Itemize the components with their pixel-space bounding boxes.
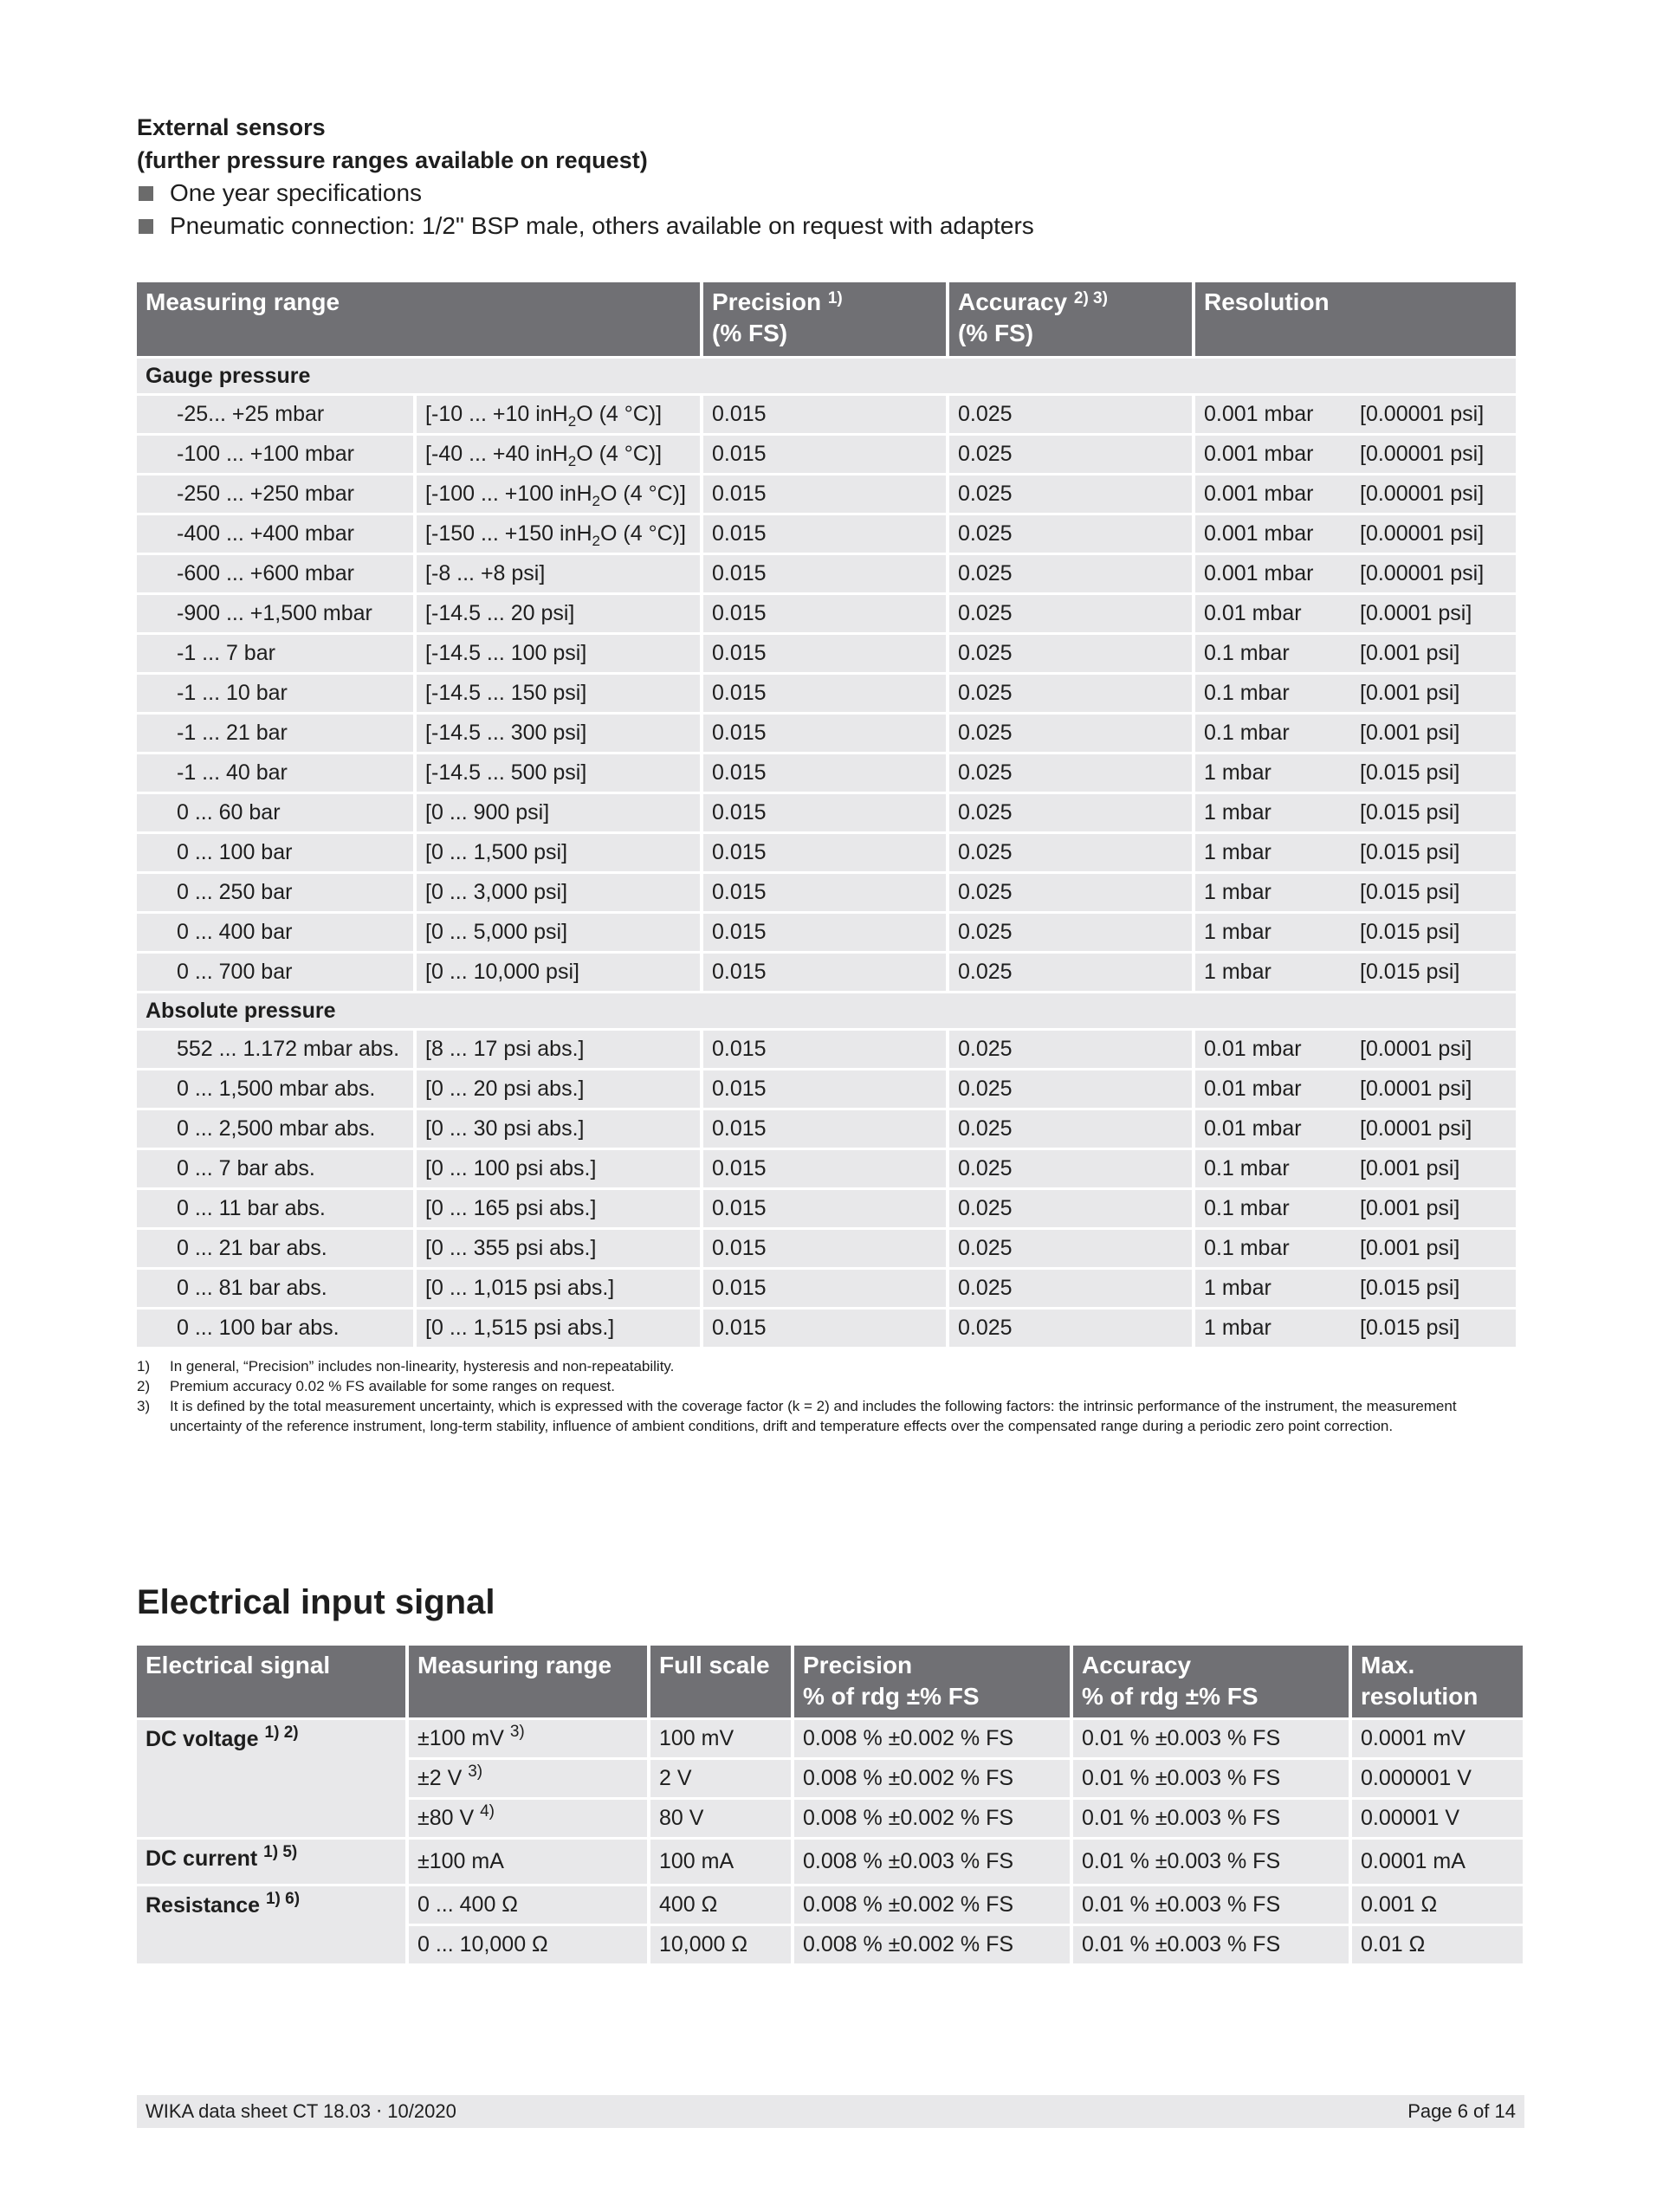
range-psi-cell: [0 ... 3,000 psi] — [417, 874, 700, 911]
signal-cell: DC current $^{1) 5)}$ — [137, 1840, 405, 1884]
section-heading — [137, 111, 648, 177]
absolute-pressure-group — [137, 993, 1516, 1028]
precision-cell: 0.015 — [703, 794, 946, 831]
table-row — [137, 1190, 1516, 1227]
precision-cell: 0.008 % ±0.002 % FS — [794, 1720, 1070, 1757]
resolution-cell: 0.001 mbar [0.00001 psi] — [1195, 515, 1516, 553]
full-scale-cell: 2 V — [650, 1760, 791, 1797]
footnote: 3) It is defined by the total measurement uncertainty, which is expressed with the coverage factor (k = 2) and includes the following factors: the intrinsic performance of the instrument, the measurement uncertainty of the reference instrument, long-term stability, influence of ambient conditions, drift and temperature effects over the compensated range during a periodic zero point correction. — [137, 1398, 1457, 1434]
electrical-section-title: Electrical input signal — [137, 1583, 495, 1621]
precision-cell: 0.015 — [703, 1310, 946, 1347]
table-row — [137, 515, 1516, 553]
accuracy-cell: 0.025 — [949, 1310, 1192, 1347]
precision-cell: 0.008 % ±0.002 % FS — [794, 1886, 1070, 1924]
accuracy-cell: 0.025 — [949, 1150, 1192, 1187]
range-cell: 0 ... 10,000 Ω — [409, 1926, 647, 1963]
accuracy-cell: 0.025 — [949, 635, 1192, 672]
page-footer — [137, 2095, 1524, 2128]
square-bullet-icon — [139, 219, 153, 234]
range-psi-cell: [0 ... 1,515 psi abs.] — [417, 1310, 700, 1347]
table-row — [137, 1070, 1516, 1108]
range-psi-cell: [0 ... 10,000 psi] — [417, 954, 700, 991]
table-row — [137, 715, 1516, 752]
precision-cell: 0.015 — [703, 715, 946, 752]
precision-cell: 0.015 — [703, 1230, 946, 1267]
max-resolution-cell: 0.01 Ω — [1352, 1926, 1523, 1963]
range-cell: 0 ... 400 Ω — [409, 1886, 647, 1924]
accuracy-cell: 0.025 — [949, 1110, 1192, 1148]
footer-doc-id: WIKA data sheet CT 18.03 ⋅ 10/2020 — [146, 2100, 456, 2122]
precision-cell: 0.015 — [703, 635, 946, 672]
group-label: Absolute pressure — [137, 993, 1516, 1028]
precision-cell: 0.015 — [703, 874, 946, 911]
precision-cell: 0.008 % ±0.002 % FS — [794, 1760, 1070, 1797]
table-row — [137, 954, 1516, 991]
header-measuring-range: Measuring range — [409, 1646, 647, 1717]
accuracy-cell: 0.025 — [949, 595, 1192, 632]
resolution-cell: 0.1 mbar [0.001 psi] — [1195, 1150, 1516, 1187]
range-psi-cell: [-8 ... +8 psi] — [417, 555, 700, 592]
accuracy-cell: 0.025 — [949, 1190, 1192, 1227]
accuracy-cell: 0.025 — [949, 675, 1192, 712]
range-psi-cell: [0 ... 165 psi abs.] — [417, 1190, 700, 1227]
accuracy-cell: 0.01 % ±0.003 % FS — [1073, 1840, 1349, 1884]
accuracy-cell: 0.025 — [949, 834, 1192, 871]
header-electrical-signal: Electrical signal — [137, 1646, 405, 1717]
resolution-cell: 1 mbar [0.015 psi] — [1195, 794, 1516, 831]
resolution-cell: 0.001 mbar [0.00001 psi] — [1195, 555, 1516, 592]
range-psi-cell: [-40 ... +40 inH$_2$O (4 °C)] — [417, 436, 700, 473]
header-precision: Precision $^{1)}$ (% FS) — [703, 282, 946, 356]
range-cell: -1 ... 40 bar — [137, 754, 413, 792]
resolution-cell: 0.1 mbar [0.001 psi] — [1195, 1190, 1516, 1227]
range-cell: -250 ... +250 mbar — [137, 475, 413, 513]
table-row — [137, 794, 1516, 831]
accuracy-cell: 0.025 — [949, 475, 1192, 513]
group-label: Gauge pressure — [137, 359, 1516, 393]
range-cell: 0 ... 81 bar abs. — [137, 1270, 413, 1307]
range-cell: -25... +25 mbar — [137, 396, 413, 433]
range-psi-cell: [8 ... 17 psi abs.] — [417, 1031, 700, 1068]
section-title: External sensors — [137, 114, 326, 140]
accuracy-cell: 0.01 % ±0.003 % FS — [1073, 1760, 1349, 1797]
precision-cell: 0.008 % ±0.002 % FS — [794, 1800, 1070, 1837]
resolution-cell: 0.1 mbar [0.001 psi] — [1195, 675, 1516, 712]
resolution-cell: 1 mbar [0.015 psi] — [1195, 1270, 1516, 1307]
accuracy-cell: 0.025 — [949, 1070, 1192, 1108]
table-row — [137, 1150, 1516, 1187]
resolution-cell: 0.1 mbar [0.001 psi] — [1195, 635, 1516, 672]
precision-cell: 0.015 — [703, 754, 946, 792]
table-row — [137, 555, 1516, 592]
range-cell: ±2 V $^{3)}$ — [409, 1760, 647, 1797]
resolution-cell: 0.001 mbar [0.00001 psi] — [1195, 396, 1516, 433]
resolution-cell: 0.001 mbar [0.00001 psi] — [1195, 475, 1516, 513]
resolution-cell: 1 mbar [0.015 psi] — [1195, 834, 1516, 871]
range-cell: 0 ... 21 bar abs. — [137, 1230, 413, 1267]
precision-cell: 0.015 — [703, 595, 946, 632]
spec-bullet-list — [137, 177, 1034, 243]
pressure-range-table — [133, 280, 1519, 1349]
precision-cell: 0.015 — [703, 1110, 946, 1148]
resolution-cell: 0.01 mbar [0.0001 psi] — [1195, 595, 1516, 632]
range-cell: 0 ... 2,500 mbar abs. — [137, 1110, 413, 1148]
precision-cell: 0.015 — [703, 396, 946, 433]
precision-cell: 0.015 — [703, 1270, 946, 1307]
range-psi-cell: [-150 ... +150 inH$_2$O (4 °C)] — [417, 515, 700, 553]
range-cell: -100 ... +100 mbar — [137, 436, 413, 473]
full-scale-cell: 100 mV — [650, 1720, 791, 1757]
precision-cell: 0.015 — [703, 1150, 946, 1187]
range-cell: -600 ... +600 mbar — [137, 555, 413, 592]
range-cell: -1 ... 10 bar — [137, 675, 413, 712]
accuracy-cell: 0.01 % ±0.003 % FS — [1073, 1886, 1349, 1924]
range-psi-cell: [-14.5 ... 500 psi] — [417, 754, 700, 792]
range-cell: 0 ... 11 bar abs. — [137, 1190, 413, 1227]
resolution-cell: 1 mbar [0.015 psi] — [1195, 874, 1516, 911]
precision-cell: 0.008 % ±0.003 % FS — [794, 1840, 1070, 1884]
resolution-cell: 1 mbar [0.015 psi] — [1195, 754, 1516, 792]
bullet-item: One year specifications — [137, 177, 1034, 210]
accuracy-cell: 0.025 — [949, 1270, 1192, 1307]
resolution-cell: 0.01 mbar [0.0001 psi] — [1195, 1110, 1516, 1148]
full-scale-cell: 10,000 Ω — [650, 1926, 791, 1963]
section-subtitle: (further pressure ranges available on request) — [137, 147, 648, 173]
range-cell: 0 ... 1,500 mbar abs. — [137, 1070, 413, 1108]
table-row — [137, 1886, 1523, 1924]
range-cell: ±80 V $^{4)}$ — [409, 1800, 647, 1837]
accuracy-cell: 0.025 — [949, 1230, 1192, 1267]
table-row — [137, 874, 1516, 911]
precision-cell: 0.015 — [703, 675, 946, 712]
header-accuracy: Accuracy % of rdg ±% FS — [1073, 1646, 1349, 1717]
table-row — [137, 396, 1516, 433]
range-cell: 0 ... 400 bar — [137, 914, 413, 951]
accuracy-cell: 0.025 — [949, 794, 1192, 831]
precision-cell: 0.015 — [703, 1031, 946, 1068]
max-resolution-cell: 0.000001 V — [1352, 1760, 1523, 1797]
header-full-scale: Full scale — [650, 1646, 791, 1717]
resolution-cell: 1 mbar [0.015 psi] — [1195, 1310, 1516, 1347]
range-cell: -1 ... 7 bar — [137, 635, 413, 672]
range-cell: ±100 mA — [409, 1840, 647, 1884]
table-row — [137, 1230, 1516, 1267]
table-header-row — [137, 282, 1516, 356]
full-scale-cell: 100 mA — [650, 1840, 791, 1884]
range-psi-cell: [-100 ... +100 inH$_2$O (4 °C)] — [417, 475, 700, 513]
table-row — [137, 1110, 1516, 1148]
range-psi-cell: [0 ... 1,015 psi abs.] — [417, 1270, 700, 1307]
full-scale-cell: 400 Ω — [650, 1886, 791, 1924]
precision-cell: 0.015 — [703, 914, 946, 951]
bullet-item: Pneumatic connection: 1/2" BSP male, others available on request with adapters — [137, 210, 1034, 243]
precision-cell: 0.015 — [703, 954, 946, 991]
accuracy-cell: 0.025 — [949, 555, 1192, 592]
footer-page-number: Page 6 of 14 — [1407, 2100, 1516, 2122]
max-resolution-cell: 0.001 Ω — [1352, 1886, 1523, 1924]
table-row — [137, 436, 1516, 473]
precision-cell: 0.015 — [703, 834, 946, 871]
range-psi-cell: [0 ... 900 psi] — [417, 794, 700, 831]
table-row — [137, 1270, 1516, 1307]
range-cell: ±100 mV $^{3)}$ — [409, 1720, 647, 1757]
precision-cell: 0.008 % ±0.002 % FS — [794, 1926, 1070, 1963]
max-resolution-cell: 0.00001 V — [1352, 1800, 1523, 1837]
precision-cell: 0.015 — [703, 475, 946, 513]
range-psi-cell: [0 ... 20 psi abs.] — [417, 1070, 700, 1108]
footnotes — [137, 1356, 1497, 1436]
range-cell: -900 ... +1,500 mbar — [137, 595, 413, 632]
accuracy-cell: 0.025 — [949, 515, 1192, 553]
table-row — [137, 914, 1516, 951]
precision-cell: 0.015 — [703, 555, 946, 592]
accuracy-cell: 0.01 % ±0.003 % FS — [1073, 1926, 1349, 1963]
resolution-cell: 0.01 mbar [0.0001 psi] — [1195, 1070, 1516, 1108]
gauge-pressure-group — [137, 359, 1516, 393]
accuracy-cell: 0.025 — [949, 874, 1192, 911]
square-bullet-icon — [139, 186, 153, 201]
signal-cell: Resistance $^{1) 6)}$ — [137, 1886, 405, 1963]
precision-cell: 0.015 — [703, 1190, 946, 1227]
range-cell: 0 ... 700 bar — [137, 954, 413, 991]
electrical-input-table — [133, 1643, 1526, 1966]
range-cell: -400 ... +400 mbar — [137, 515, 413, 553]
max-resolution-cell: 0.0001 mA — [1352, 1840, 1523, 1884]
accuracy-cell: 0.01 % ±0.003 % FS — [1073, 1800, 1349, 1837]
range-cell: 0 ... 60 bar — [137, 794, 413, 831]
accuracy-cell: 0.025 — [949, 1031, 1192, 1068]
accuracy-cell: 0.025 — [949, 754, 1192, 792]
table-row — [137, 1031, 1516, 1068]
accuracy-cell: 0.025 — [949, 954, 1192, 991]
range-psi-cell: [0 ... 1,500 psi] — [417, 834, 700, 871]
range-psi-cell: [-14.5 ... 150 psi] — [417, 675, 700, 712]
accuracy-cell: 0.025 — [949, 914, 1192, 951]
range-psi-cell: [-10 ... +10 inH$_2$O (4 °C)] — [417, 396, 700, 433]
range-cell: 552 ... 1.172 mbar abs. — [137, 1031, 413, 1068]
table-row — [137, 595, 1516, 632]
header-resolution: Resolution — [1195, 282, 1516, 356]
resolution-cell: 0.01 mbar [0.0001 psi] — [1195, 1031, 1516, 1068]
accuracy-cell: 0.01 % ±0.003 % FS — [1073, 1720, 1349, 1757]
precision-cell: 0.015 — [703, 436, 946, 473]
resolution-cell: 1 mbar [0.015 psi] — [1195, 954, 1516, 991]
range-psi-cell: [0 ... 355 psi abs.] — [417, 1230, 700, 1267]
accuracy-cell: 0.025 — [949, 715, 1192, 752]
header-measuring-range: Measuring range — [137, 282, 700, 356]
accuracy-cell: 0.025 — [949, 396, 1192, 433]
table-row — [137, 475, 1516, 513]
range-psi-cell: [-14.5 ... 20 psi] — [417, 595, 700, 632]
resolution-cell: 0.1 mbar [0.001 psi] — [1195, 715, 1516, 752]
range-psi-cell: [0 ... 5,000 psi] — [417, 914, 700, 951]
table-row — [137, 635, 1516, 672]
range-psi-cell: [0 ... 30 psi abs.] — [417, 1110, 700, 1148]
table-header-row — [137, 1646, 1523, 1717]
table-row — [137, 834, 1516, 871]
max-resolution-cell: 0.0001 mV — [1352, 1720, 1523, 1757]
resolution-cell: 0.1 mbar [0.001 psi] — [1195, 1230, 1516, 1267]
table-row — [137, 675, 1516, 712]
table-row — [137, 1720, 1523, 1757]
range-cell: 0 ... 100 bar — [137, 834, 413, 871]
header-accuracy: Accuracy $^{2) 3)}$ (% FS) — [949, 282, 1192, 356]
precision-cell: 0.015 — [703, 1070, 946, 1108]
table-row — [137, 1840, 1523, 1884]
resolution-cell: 1 mbar [0.015 psi] — [1195, 914, 1516, 951]
signal-cell: DC voltage $^{1) 2)}$ — [137, 1720, 405, 1837]
range-cell: 0 ... 100 bar abs. — [137, 1310, 413, 1347]
range-cell: -1 ... 21 bar — [137, 715, 413, 752]
table-row — [137, 754, 1516, 792]
accuracy-cell: 0.025 — [949, 436, 1192, 473]
full-scale-cell: 80 V — [650, 1800, 791, 1837]
resolution-cell: 0.001 mbar [0.00001 psi] — [1195, 436, 1516, 473]
header-precision: Precision % of rdg ±% FS — [794, 1646, 1070, 1717]
precision-cell: 0.015 — [703, 515, 946, 553]
range-cell: 0 ... 250 bar — [137, 874, 413, 911]
range-psi-cell: [-14.5 ... 100 psi] — [417, 635, 700, 672]
header-max-resolution: Max. resolution — [1352, 1646, 1523, 1717]
table-row — [137, 1310, 1516, 1347]
range-cell: 0 ... 7 bar abs. — [137, 1150, 413, 1187]
footnote: 2) Premium accuracy 0.02 % FS available for some ranges on request. — [137, 1378, 616, 1394]
range-psi-cell: [-14.5 ... 300 psi] — [417, 715, 700, 752]
footnote: 1) In general, “Precision” includes non-linearity, hysteresis and non-repeatability. — [137, 1358, 675, 1374]
range-psi-cell: [0 ... 100 psi abs.] — [417, 1150, 700, 1187]
